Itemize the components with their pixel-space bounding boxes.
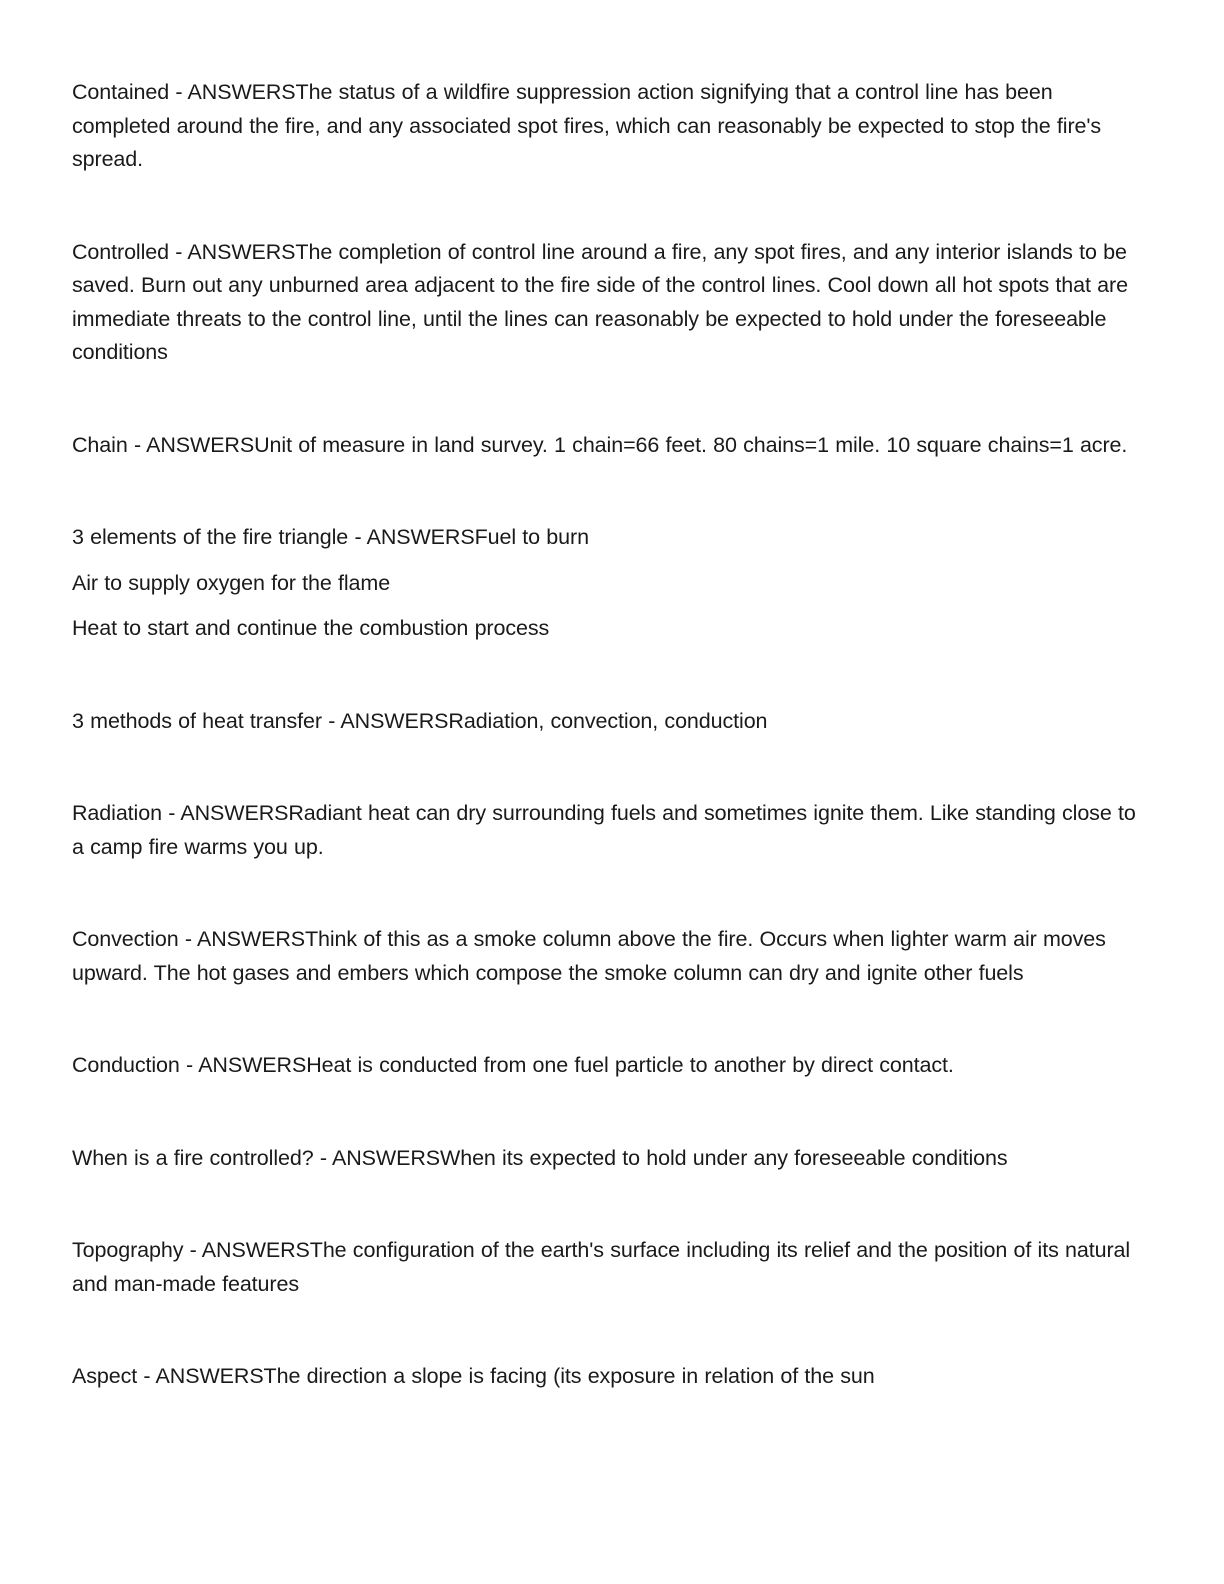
- paragraph-fire-controlled: When is a fire controlled? - ANSWERSWhen its expected to hold under any foreseeable conditions: [72, 1145, 1008, 1170]
- paragraph-chain: Chain - ANSWERSUnit of measure in land survey. 1 chain=66 feet. 80 chains=1 mile. 10 square chains=1 acre.: [72, 432, 1128, 457]
- paragraph-topography: Topography - ANSWERSThe configuration of the earth's surface including its relief and the position of its natural and man-made features: [72, 1238, 1131, 1296]
- paragraph-fire-triangle-heat: Heat to start and continue the combustion process: [72, 616, 550, 640]
- paragraph-controlled: Controlled - ANSWERSThe completion of control line around a fire, any spot fires, and any interior islands to be saved. Burn out any unburned area adjacent to the fire side of the control lines. Cool down all hot spots that are immediate threats to the control line, until the lines can reasonably be expected to hold under the foreseeable conditions: [72, 239, 1128, 364]
- paragraph-radiation: Radiation - ANSWERSRadiant heat can dry surrounding fuels and sometimes ignite them. Like standing close to a camp fire warms you up.: [72, 801, 1136, 859]
- paragraph-aspect: Aspect - ANSWERSThe direction a slope is facing (its exposure in relation of the sun: [72, 1364, 875, 1388]
- paragraph-contained: Contained - ANSWERSThe status of a wildfire suppression action signifying that a control line has been completed around the fire, and any associated spot fires, which can reasonably be expected to stop the fire's spread.: [72, 80, 1102, 171]
- paragraph-fire-triangle-air: Air to supply oxygen for the flame: [72, 570, 391, 595]
- paragraph-convection: Convection - ANSWERSThink of this as a smoke column above the fire. Occurs when lighter warm air moves upward. The hot gases and embers which compose the smoke column can dry and ignite other fuels: [72, 927, 1106, 985]
- paragraph-conduction: Conduction - ANSWERSHeat is conducted from one fuel particle to another by direct contact.: [72, 1053, 954, 1077]
- paragraph-fire-triangle: 3 elements of the fire triangle - ANSWERSFuel to burn: [72, 525, 589, 549]
- paragraph-heat-transfer: 3 methods of heat transfer - ANSWERSRadiation, convection, conduction: [72, 708, 768, 733]
